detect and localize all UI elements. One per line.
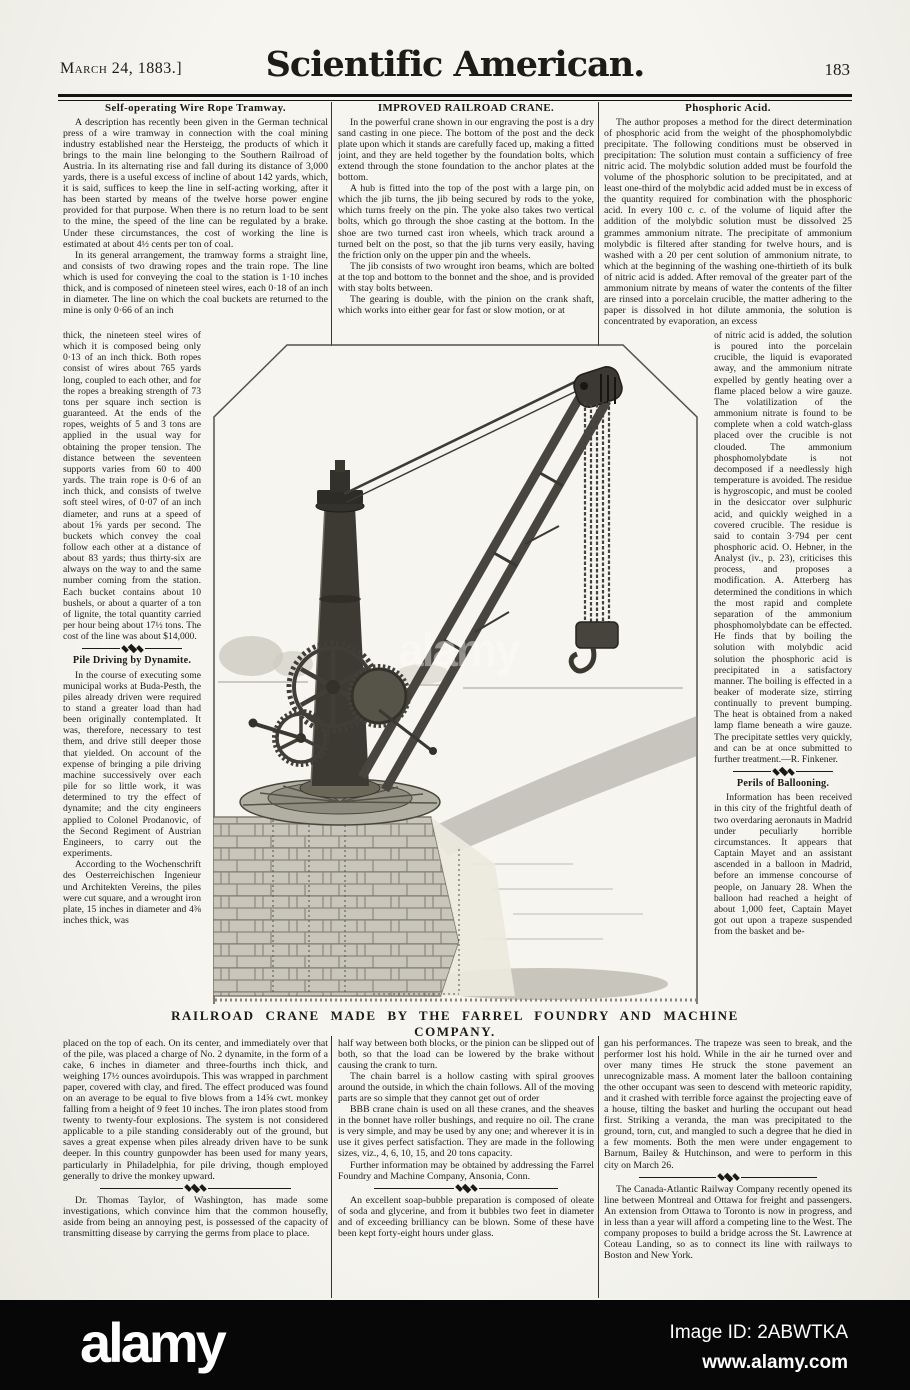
article-pile-bottom: [63, 1038, 328, 1288]
alamy-watermark-bar: [0, 1300, 910, 1390]
paragraph: placed on the top of each. On its center, and immediately over that of the pile, was placed a charge of No. 2 dynamite, in the form of a cake, 6 inches in diameter and three-fourths inch thick, and weighing 17½ ounces avoirdupois. This was wrapped in parchment paper, covered with clay, and fired. The effect produced was found on an average to be equal to five blows from a 14⅝ cwt. monkey falling from a height of 9 feet 10 inches. The iron plates stood from twenty to twenty-four explosions. The system is not considered applicable to a pile standing considerably out of the ground, but saves a great expense when piles already driven have to be sunk deeper. In this country gunpowder has been used for many years, particularly in Philadelphia, for pile driving, though employed generally to drive the monkey upward.: [63, 1038, 328, 1182]
paragraph: Dr. Thomas Taylor, of Washington, has made some investigations, which convince him that the common housefly, aside from being an annoying pest, is possessed of the capacity of transmitting disease by carrying the germs from place to place.: [63, 1194, 328, 1239]
paragraph: The chain barrel is a hollow casting with spiral grooves around the outside, in which the chain follows. All of the moving parts are so simple that they cannot get out of order: [338, 1071, 594, 1105]
article-tramway-top: [63, 102, 328, 344]
article-crane-bottom: [338, 1038, 594, 1290]
watermark-ghost: alamy: [398, 624, 519, 676]
paragraph: half way between both blocks, or the pinion can be slipped out of both, so that the load can be lowered by the brake without causing the crank to turn.: [338, 1038, 594, 1072]
paragraph: BBB crane chain is used on all these cranes, and the sheaves in the bonnet have roller bushings, and require no oil. The crane is very simple, and may be used by any one; and wherever it is in use it gives perfect satisfaction. They are made in the following sizes, viz., 4, 6, 10, 15, and 20 tons capacity.: [338, 1104, 594, 1160]
paragraph: gan his performances. The trapeze was seen to break, and the performer lost his hold. While in the air he turned over and over many times He struck the stone pavement an unrecognizable mass. A moment later the balloon containing the other occupant was seen to descend with meteoric rapidity, and it crashed with terrible force against the projecting eave of a house, tilting the basket and hurling the occupant out head first. Striking a veranda, the man was precipitated to the ground, torn, cut, and mangled to such a degree that he died in a few moments. Both the men were under engagement to Barnum, Bailey & Hutchinson, and were to perform in this city on March 26.: [604, 1038, 852, 1171]
article-title-phosphoric: Phosphoric Acid.: [685, 102, 771, 114]
article-title-ballooning: Perils of Ballooning.: [736, 778, 830, 790]
article-divider: [733, 769, 832, 774]
article-crane-top: [338, 102, 594, 344]
paragraph: An excellent soap-bubble preparation is composed of oleate of soda and glycerine, and from it bubbles two feet in diameter and of exceeding brilliancy can be blown. Some of these have been kept forty-eight hours under glass.: [338, 1194, 594, 1239]
article-tramway-pile-narrow: [63, 330, 201, 1032]
article-divider: [82, 646, 181, 651]
column-rule: [598, 102, 599, 346]
article-ballooning-bottom: [604, 1038, 852, 1288]
paragraph: A description has recently been given in the German technical press of a wire tramway in connection with the coal mining industry established near the Hersteigg, the products of which it brings to the main line belonging to the Southern Railroad of Austria. In its alternating rise and fall during its distance of 3,000 yards, there is a useful excess of incline of about 142 yards, which, it is said, suffices to keep the line in self-acting working, after it has been started by means of the twelve horse power engine provided for that purpose. When there is no return load to be sent to the mine, the speed of the line can be regulated by a brake. Under these circumstances, the cost of working the line is estimated at about 4½ cents per ton of coal.: [63, 117, 328, 250]
article-phosphoric-ballooning-narrow: [714, 330, 852, 1032]
paragraph: In its general arrangement, the tramway forms a straight line, and consists of two drawing ropes and the train rope. The line which is used for conveying the coal to the station is 1·10 inches thick, and is composed of nineteen steel wires, each 0·18 of an inch in diameter. The line on which the coal buckets are returned to the mine is only 0·66 of an inch: [63, 249, 328, 316]
paragraph: The author proposes a method for the direct determination of phosphoric acid from the weight of the phosphomolybdic precipitate. The following conditions must be observed in precipitation: The solution must contain a sufficiency of free nitric acid. The molybdic solution added must be fourfold the volume of the phosphoric solution to be precipitated, and at least one-third of the molybdic acid added must be in excess of the quantity required for combination with the phosphoric acid. In every 100 c. c. of the volume of liquid after the addition of the molybdic solution must be dissolved 25 grammes ammonium nitrate. The precipitate of ammonium molybdic is filtered after standing for twelve hours, and is washed with a 20 per cent solution of ammonium nitrate, to which at the beginning of the washing one-thirtieth of its bulk of nitric acid is added. After removal of the greater part of the ammonium nitrate by means of water the contents of the filter are rinsed into a porcelain crucible, the matter adhering to the paper is dissolved in hot dilute ammonia, the solution is concentrated by evaporation, an excess: [604, 117, 852, 327]
paragraph: Further information may be obtained by addressing the Farrel Foundry and Machine Company, Ansonia, Conn.: [338, 1159, 594, 1182]
issue-date: March 24, 1883.]: [60, 60, 183, 77]
paragraph: The Canada-Atlantic Railway Company recently opened its line between Montreal and Ottawa for freight and passengers. An extension from Ottawa to Toronto is now in progress, and in less than a year will afford a competing line to the West. The company proposes to build a bridge across the St. Lawrence at Coteau Landing, so as to connect its line with railways to Boston and New York.: [604, 1183, 852, 1261]
paragraph: In the course of executing some municipal works at Buda-Pesth, the piles already driven were required to stand a greater load than had been originally contemplated. It was, therefore, necessary to test them, and drive still deeper those that yielded. On account of the expense of bringing a pile driving machine successively over each pile for so little work, it was determined to try the effect of dynamite; and the city engineers applied to Colonel Prodanovic, of the Second Regiment of Austrian Engineers, to carry out the experiments.: [63, 669, 201, 860]
paragraph: Information has been received in this city of the frightful death of two overdaring aeronauts in Madrid under peculiarly horrible circumstances. It appears that Captain Mayet and an assistant ascended in a balloon in Madrid, before an immense concourse of people, on January 28. When the balloon had reached a height of about 1,000 feet, Captain Mayet got out upon a trapeze suspended from the basket and be-: [714, 792, 852, 938]
image-id-label: Image ID: 2ABWTKA: [669, 1322, 848, 1343]
article-divider: [100, 1186, 291, 1191]
column-rule: [331, 1036, 332, 1298]
paragraph: The jib consists of two wrought iron beams, which are bolted at the top and bottom to the bonnet and the shoe, and is provided with stay bolts between.: [338, 260, 594, 294]
article-title-tramway: Self-operating Wire Rope Tramway.: [105, 102, 286, 114]
article-title-crane: IMPROVED RAILROAD CRANE.: [377, 102, 555, 114]
paragraph: of nitric acid is added, the solution is poured into the porcelain crucible, the liquid is evaporated away, and the ammonium nitrate expelled by gently heating over a flame placed below a wire gauze. The volatilization of the ammonium nitrate is found to be complete when a cold watch-glass placed over the crucible is not clouded. The ammonium phosphomolybdate is not decomposed if a needlessly high temperature is avoided. The residue is hygroscopic, and must be cooled in the desiccator over sulphuric acid, and quickly weighed in a covered crucible. The residue is said to contain 3·794 per cent phosphoric acid. O. Hebner, in the Analyst (iv., p. 23), criticises this process, and proposes a modification. A. Atterberg has determined the conditions in which the most rapid and complete separation of the ammonium phosphomolybdate can be effected. He finds that by boiling the solution with molybdic acid solution the phosphoric acid is precipitated in a satisfactory manner. The boiling is effected in a beaker of moderate size, stirring continually to prevent bumping. The heat is obtained from a naked lamp flame beneath a wire gauze. The precipitate settles very quickly, and can be at once submitted to further treatment.—R. Finkener.: [714, 330, 852, 765]
engraving-caption: RAILROAD CRANE MADE BY THE FARREL FOUNDRY AND MACHINE COMPANY.: [171, 1008, 739, 1039]
paragraph: thick, the nineteen steel wires of which it is composed being only 0·13 of an inch thick. Both ropes consist of wires about 765 yards long, coupled to each other, and for the ropes a breaking strength of 73 tons per square inch section is guaranteed. At the ends of the ropes, weights of 5 and 3 tons are applied in the usual way for obtaining the proper tension. The distance between the seventeen supports varies from 60 to 400 yards. The train rope is 0·6 of an inch thick, and consists of twelve soft steel wires, of 0·07 of an inch diameter, and runs at a speed of about 1⅝ yards per second. The buckets which convey the coal follow each other at a distance of about 83 yards; thus thirty-six are always on the way to and the same number coming from the station. Each bucket contains about 10 bushels, or about a quarter of a ton of lignite, the total quantity carried per hour being about 17½ tons. The cost of the line was about $14,000.: [63, 330, 201, 643]
paragraph: According to the Wochenschrift des Oesterreichischen Ingenieur und Architekten Vereins, the piles were cut square, and a wrought iron plate, 15 inches in diameter and 4⅜ inches thick, was: [63, 859, 201, 926]
column-rule: [331, 102, 332, 346]
article-title-pile-driving: Pile Driving by Dynamite.: [72, 655, 192, 667]
article-divider: [639, 1175, 818, 1180]
paragraph: In the powerful crane shown in our engraving the post is a dry sand casting in one piece. The bottom of the post and the deck plate upon which it stands are carefully faced up, making a fitted joint, and they are held together by the foundation bolts, which extend through the stone foundation to the anchor plates at the bottom.: [338, 117, 594, 184]
header-rule: [58, 94, 852, 101]
alamy-url: www.alamy.com: [702, 1352, 848, 1373]
column-rule: [598, 1036, 599, 1298]
paragraph: The gearing is double, with the pinion on the crank shaft, which works into either gear for fast or slow motion, or at: [338, 293, 594, 316]
article-divider: [374, 1186, 558, 1191]
alamy-logo: alamy: [80, 1311, 224, 1374]
page-number: 183: [824, 60, 850, 79]
masthead-title: Scientific American.: [265, 44, 645, 85]
article-phosphoric-top: [604, 102, 852, 334]
railroad-crane-engraving: [213, 344, 698, 1005]
paragraph: A hub is fitted into the top of the post with a large pin, on which the jib turns, the jib being secured by rods to the yoke, which turns freely on the pin. The yoke also takes two vertical bolts, which go through the shoe casting at the bottom. In the shoe are two turned cast iron wheels, which track around a turned belt on the post, so that the jib turns very easily, having the friction only on the upper pin and the wheels.: [338, 183, 594, 261]
